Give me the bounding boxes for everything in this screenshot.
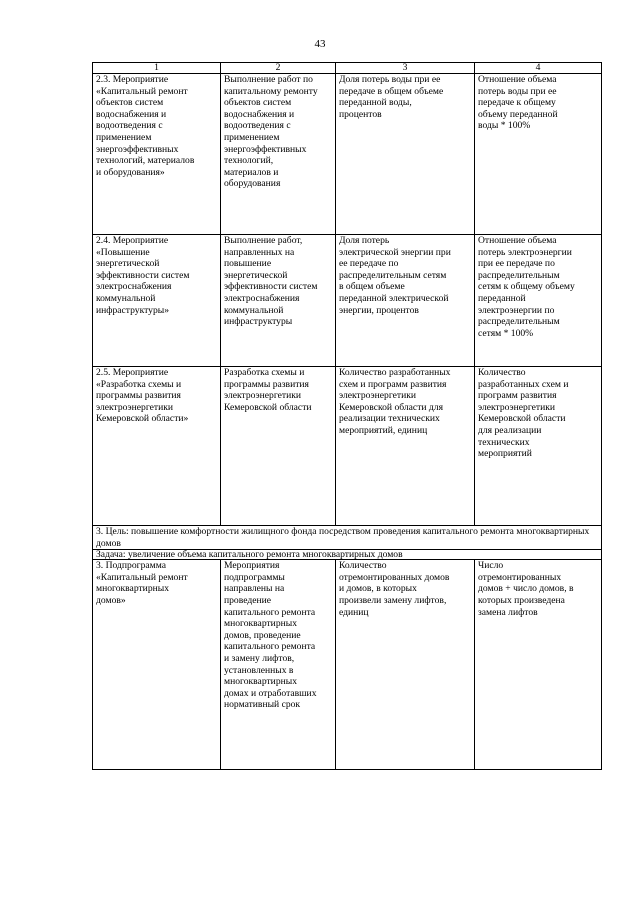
table-cell: 2.3. Мероприятие «Капитальный ремонт объектов систем водоснабжения и водоотведения с применением энергоэффективных технологий, материалов и оборудования» [93,74,221,235]
table-row [93,74,602,235]
table-cell: Доля потерь воды при ее передаче в общем объеме переданной воды, процентов [336,74,475,235]
table-header-row [93,63,602,74]
goal-text: 3. Цель: повышение комфортности жилищного фонда посредством проведения капитального ремонта многоквартирных домов [93,526,602,550]
goal-row [93,526,602,550]
column-header: 1 [93,63,221,74]
table-cell: 2.4. Мероприятие «Повышение энергетической эффективности систем электроснабжения коммунальной инфраструктуры» [93,235,221,367]
table-row [93,235,602,367]
table-cell: Мероприятия подпрограммы направлены на проведение капитального ремонта многоквартирных домов, проведение капитального ремонта и замену лифтов, установленных в многоквартирных домах и отработавших нормативный срок [221,560,336,770]
table-cell: Выполнение работ, направленных на повышение энергетической эффективности систем электроснабжения коммунальной инфраструктуры [221,235,336,367]
table-cell: Отношение объема потерь воды при ее передаче к общему объему переданной воды * 100% [475,74,602,235]
table-cell: Доля потерь электрической энергии при ее передаче по распределительным сетям в общем объеме переданной электрической энергии, процентов [336,235,475,367]
column-header: 2 [221,63,336,74]
column-header: 3 [336,63,475,74]
table-cell: 2.5. Мероприятие «Разработка схемы и программы развития электроэнергетики Кемеровской области» [93,367,221,526]
table-cell: Разработка схемы и программы развития электроэнергетики Кемеровской области [221,367,336,526]
table-cell: Количество разработанных схем и программ развития электроэнергетики Кемеровской области для реализации технических мероприятий [475,367,602,526]
task-row [93,550,602,560]
table-cell: Количество отремонтированных домов и домов, в которых произвели замену лифтов, единиц [336,560,475,770]
table-cell: Число отремонтированных домов + число домов, в которых произведена замена лифтов [475,560,602,770]
table-cell: Отношение объема потерь электроэнергии при ее передаче по распределительным сетям к общему объему переданной электроэнергии по распределительным сетям * 100% [475,235,602,367]
table-row [93,367,602,526]
column-header: 4 [475,63,602,74]
measures-table [92,62,602,770]
table-cell: Количество разработанных схем и программ развития электроэнергетики Кемеровской области для реализации технических мероприятий, единиц [336,367,475,526]
task-text: Задача: увеличение объема капитального ремонта многоквартирных домов [93,550,602,560]
table-row [93,560,602,770]
table-cell: Выполнение работ по капитальному ремонту объектов систем водоснабжения и водоотведения с применением энергоэффективных технологий, материалов и оборудования [221,74,336,235]
table-cell: 3. Подпрограмма «Капитальный ремонт многоквартирных домов» [93,560,221,770]
page-number: 43 [314,38,326,50]
